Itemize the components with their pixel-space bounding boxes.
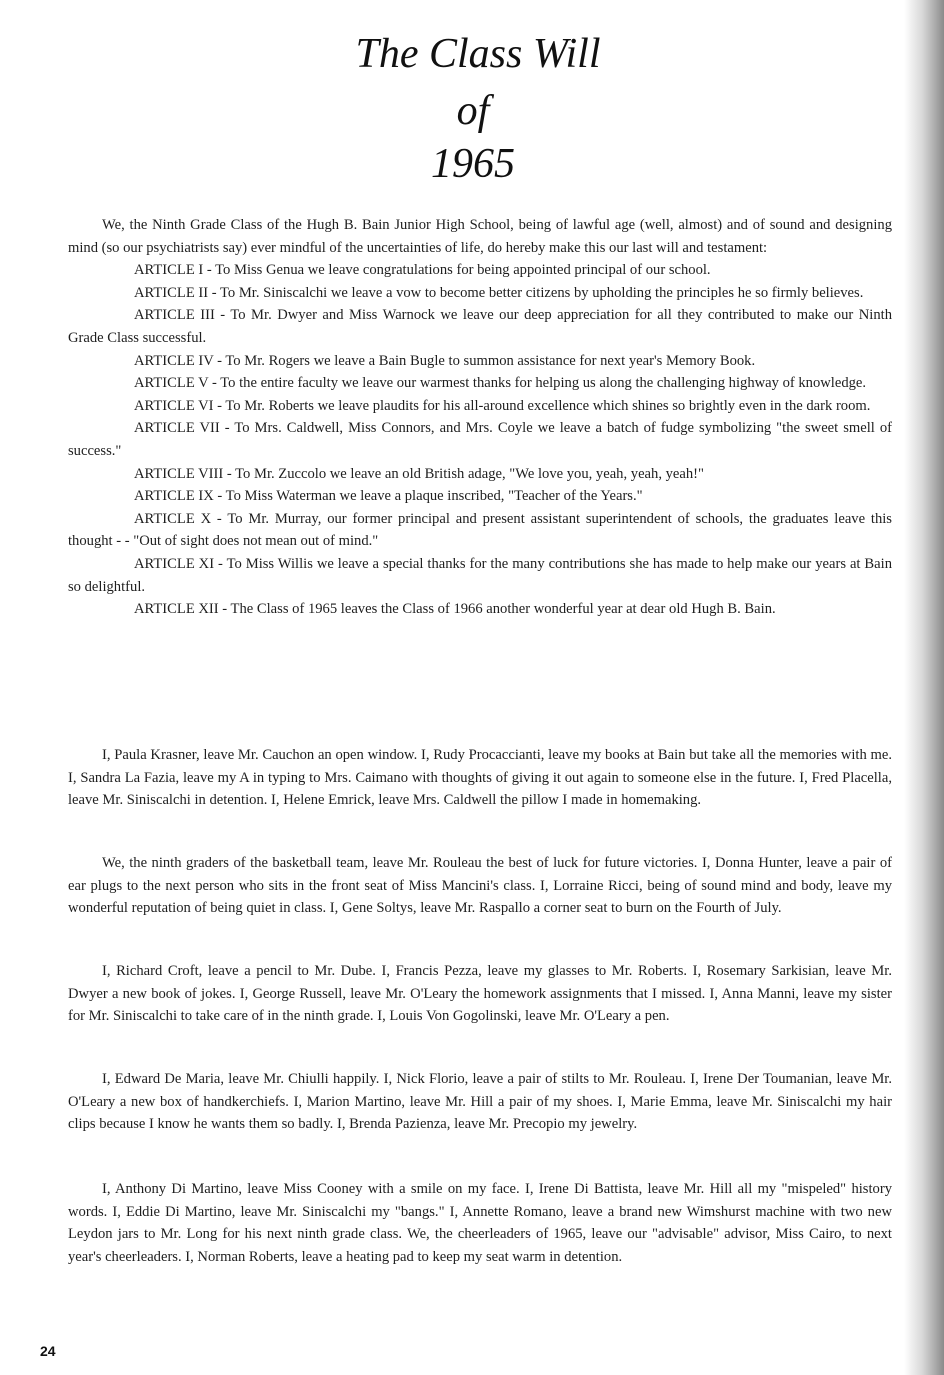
article-7: ARTICLE VII - To Mrs. Caldwell, Miss Connors, and Mrs. Coyle we leave a batch of fudge symbolizing "the sweet smell of success." bbox=[68, 420, 892, 459]
article-2: ARTICLE II - To Mr. Siniscalchi we leave a vow to become better citizens by upholding the principles he so firmly believes. bbox=[134, 284, 864, 301]
article-3: ARTICLE III - To Mr. Dwyer and Miss Warnock we leave our deep appreciation for all they contributed to make our Ninth Grade Class successful. bbox=[68, 307, 892, 346]
title-line-3: 1965 bbox=[431, 141, 515, 187]
article-8: ARTICLE VIII - To Mr. Zuccolo we leave an old British adage, "We love you, yeah, yeah, yeah!" bbox=[134, 465, 704, 482]
bequest-paragraph-3 bbox=[68, 960, 892, 1028]
intro-paragraph: We, the Ninth Grade Class of the Hugh B. Bain Junior High School, being of lawful age (well, almost) and of sound and designing mind (so our psychiatrists say) ever mindful of the uncertainties of life, do hereby make this our last will and testament: bbox=[68, 217, 892, 256]
bequest-paragraph-4 bbox=[68, 1068, 892, 1136]
article-5: ARTICLE V - To the entire faculty we leave our warmest thanks for helping us along the challenging highway of knowledge. bbox=[134, 375, 867, 392]
page-number: 24 bbox=[40, 1343, 56, 1359]
paragraph-text: I, Anthony Di Martino, leave Miss Cooney with a smile on my face. I, Irene Di Battista, leave Mr. Hill all my "mispeled" history words. I, Eddie Di Martino, leave Mr. Siniscalchi my "bangs." I, Annette Romano, leave a brand new Wimshurst machine with two new Leydon jars to Mr. Long for his next ninth grade class. We, the cheerleaders of 1965, leave our "advisable" advisor, Miss Cairo, to next year's cheerleaders. I, Norman Roberts, leave a heating pad to keep my seat warm in detention. bbox=[68, 1181, 892, 1265]
title-line-1: The Class Will bbox=[355, 31, 601, 77]
article-4: ARTICLE IV - To Mr. Rogers we leave a Bain Bugle to summon assistance for next year's Memory Book. bbox=[134, 352, 756, 369]
article-10: ARTICLE X - To Mr. Murray, our former principal and present assistant superintendent of schools, the graduates leave this thought - - "Out of sight does not mean out of mind." bbox=[68, 510, 892, 550]
paragraph-text: I, Edward De Maria, leave Mr. Chiulli happily. I, Nick Florio, leave a pair of stilts to Mr. Rouleau. I, Irene Der Toumanian, leave Mr. O'Leary a new box of handkerchiefs. I, Marion Martino, leave Mr. Hill a pair of my shoes. I, Marie Emma, leave Mr. Siniscalchi my hair clips because I know he wants them so badly. I, Brenda Pazienza, leave Mr. Precopio my jewelry. bbox=[68, 1071, 892, 1133]
article-9: ARTICLE IX - To Miss Waterman we leave a plaque inscribed, "Teacher of the Years." bbox=[134, 488, 643, 505]
title-line-2: of bbox=[456, 88, 490, 134]
paragraph-text: We, the ninth graders of the basketball team, leave Mr. Rouleau the best of luck for future victories. I, Donna Hunter, leave a pair of ear plugs to the next person who sits in the front seat of Miss Mancini's class. I, Lorraine Ricci, being of sound mind and body, leave my wonderful reputation of being quiet in class. I, Gene Soltys, leave Mr. Raspallo a corner seat to burn on the Fourth of July. bbox=[68, 855, 892, 917]
binding-shadow bbox=[904, 0, 944, 1375]
bequest-paragraph-1 bbox=[68, 744, 892, 812]
will-body bbox=[68, 214, 892, 621]
bequest-paragraph-5 bbox=[68, 1178, 892, 1268]
article-12: ARTICLE XII - The Class of 1965 leaves the Class of 1966 another wonderful year at dear old Hugh B. Bain. bbox=[134, 601, 776, 618]
paragraph-text: I, Paula Krasner, leave Mr. Cauchon an open window. I, Rudy Procaccianti, leave my books at Bain but take all the memories with me. I, Sandra La Fazia, leave my A in typing to Mrs. Caimano with thoughts of giving it out again to someone else in the future. I, Fred Placella, leave Mr. Siniscalchi in detention. I, Helene Emrick, leave Mrs. Caldwell the pillow I made in homemaking. bbox=[68, 747, 892, 809]
bequest-paragraph-2 bbox=[68, 852, 892, 920]
article-11: ARTICLE XI - To Miss Willis we leave a special thanks for the many contributions she has made to help make our years at Bain so delightful. bbox=[68, 555, 892, 595]
article-1: ARTICLE I - To Miss Genua we leave congratulations for being appointed principal of our school. bbox=[134, 262, 711, 279]
paragraph-text: I, Richard Croft, leave a pencil to Mr. Dube. I, Francis Pezza, leave my glasses to Mr. Roberts. I, Rosemary Sarkisian, leave Mr. Dwyer a new book of jokes. I, George Russell, leave Mr. O'Leary the homework assignments that I missed. I, Anna Manni, leave my sister for Mr. Siniscalchi to take care of in the ninth grade. I, Louis Von Gogolinski, leave Mr. O'Leary a pen. bbox=[68, 963, 892, 1025]
article-6: ARTICLE VI - To Mr. Roberts we leave plaudits for his all-around excellence which shines so brightly even in the dark room. bbox=[134, 397, 871, 414]
